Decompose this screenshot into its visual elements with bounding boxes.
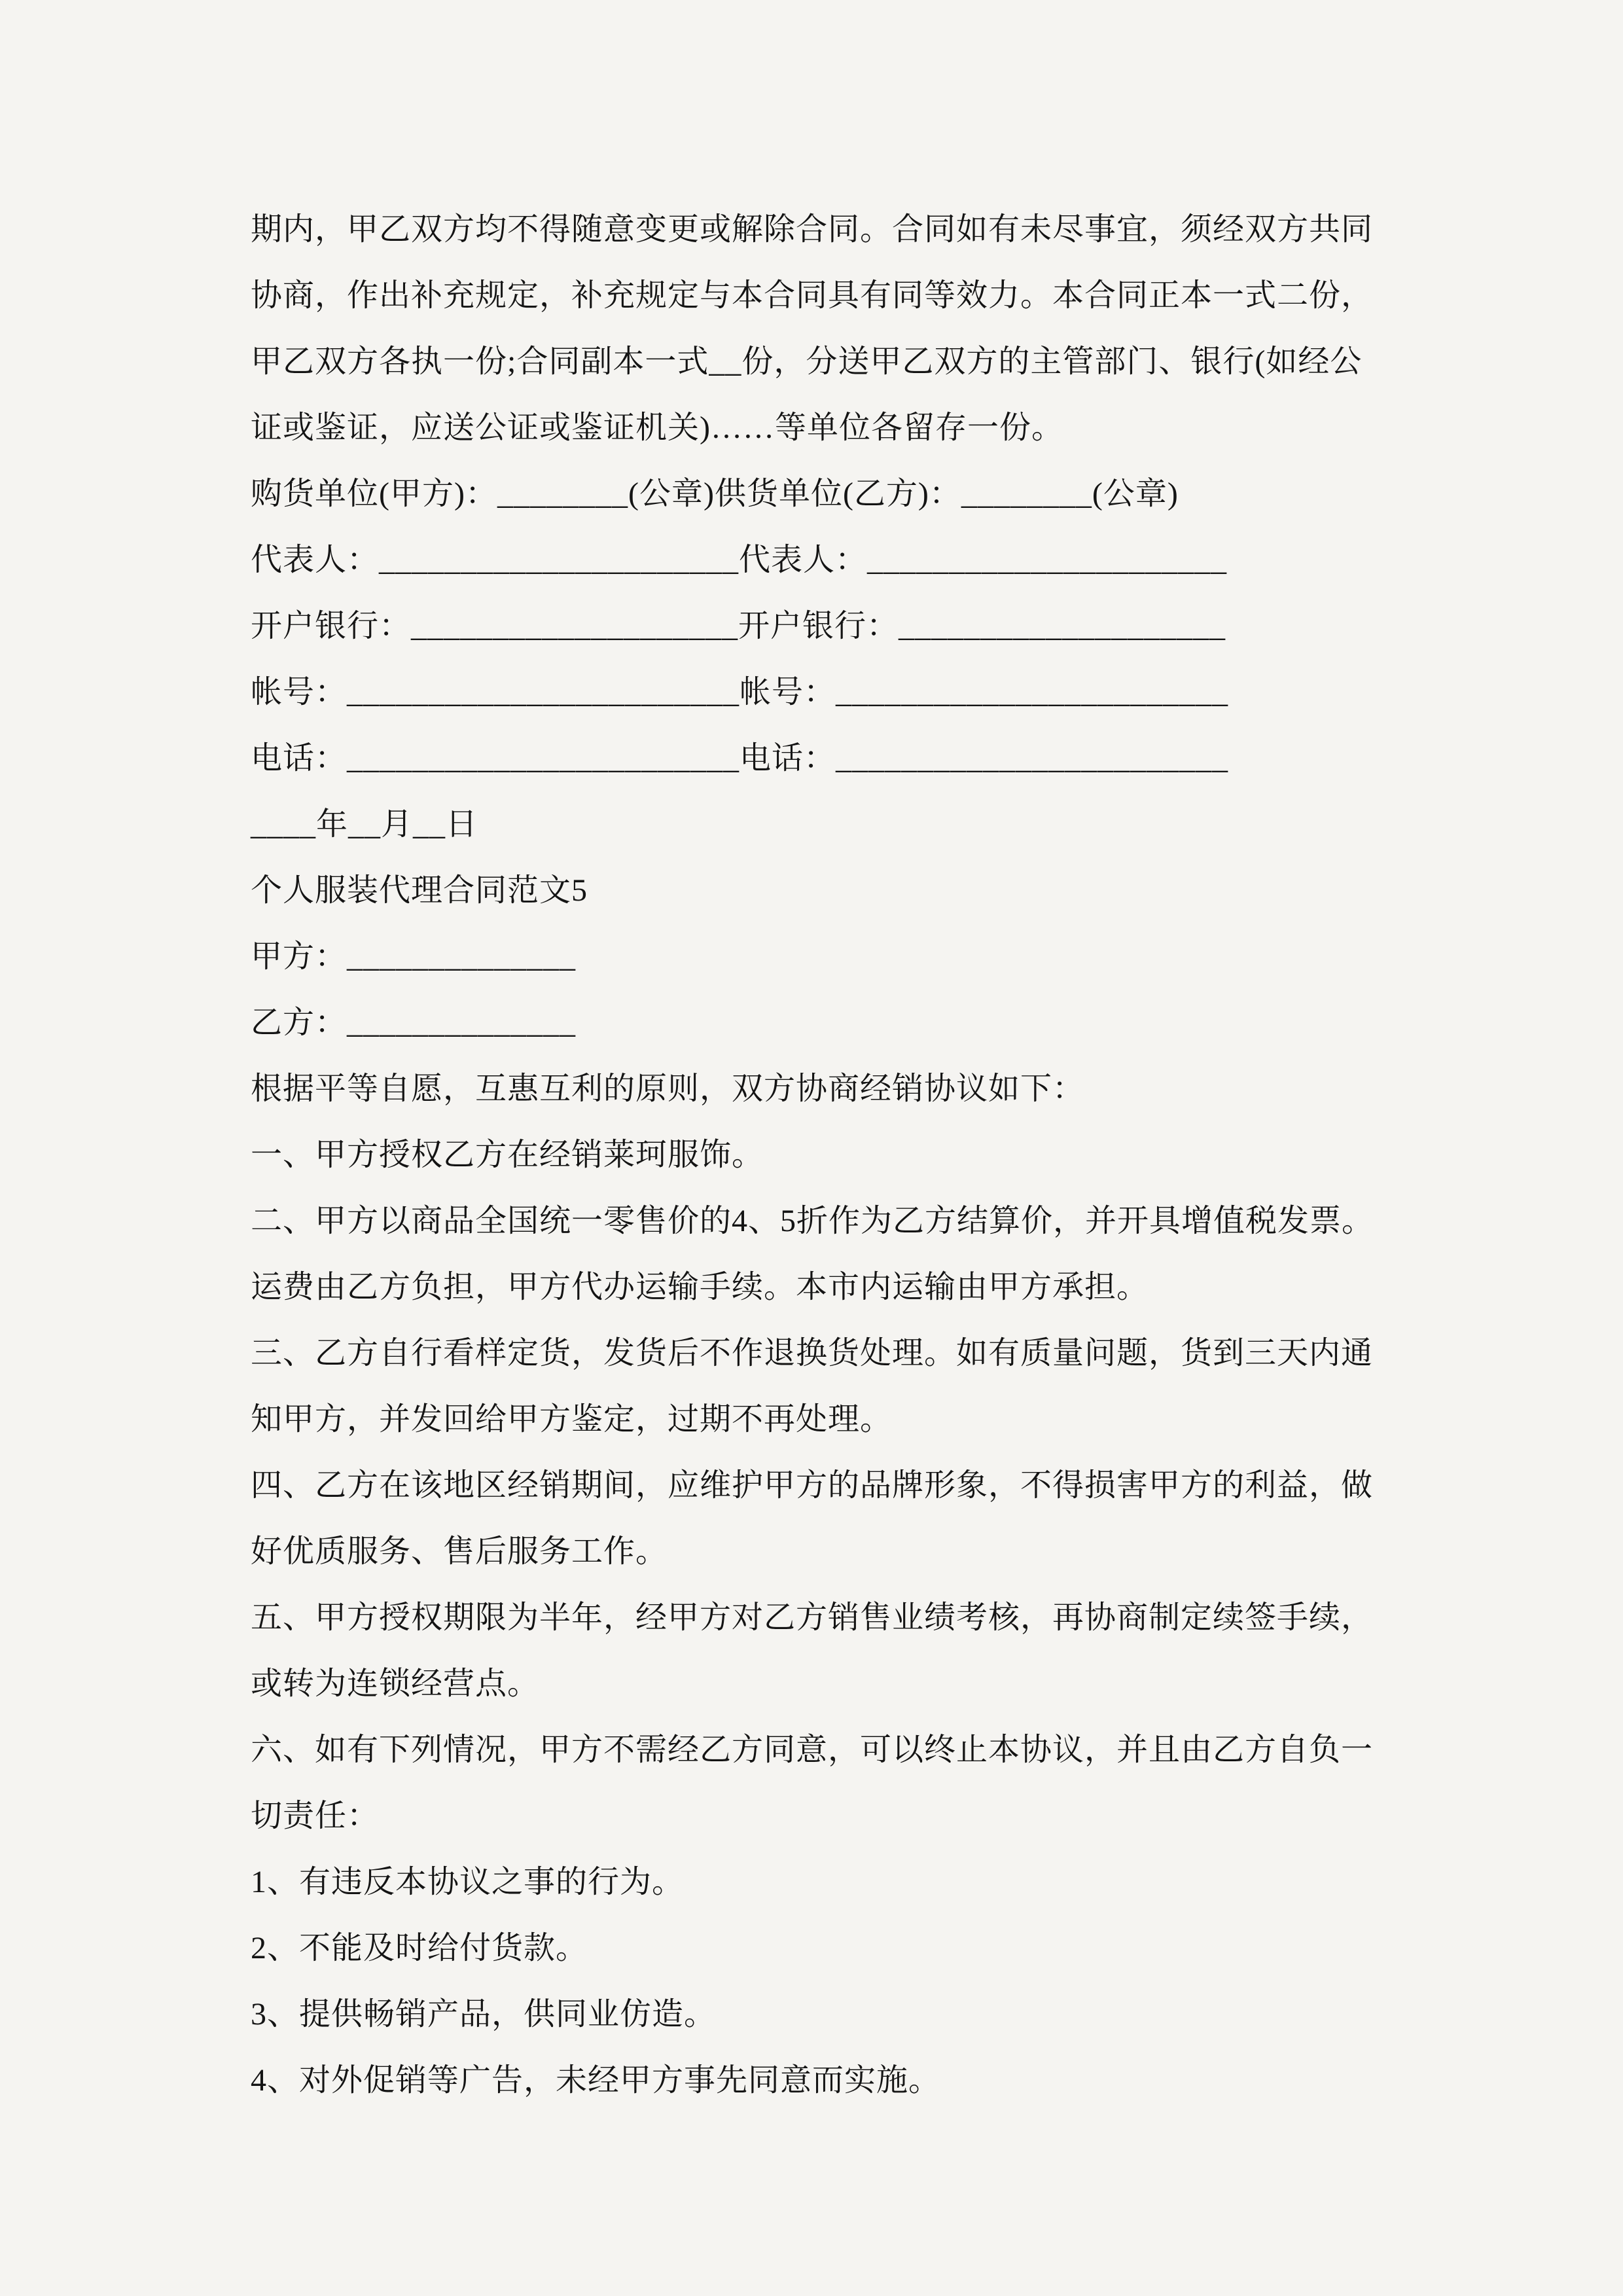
item-4-line: 4、对外促销等广告，未经甲方事先同意而实施。 xyxy=(251,2063,941,2098)
item-1-line: 1、有违反本协议之事的行为。 xyxy=(251,1865,685,1899)
item-2-line: 2、不能及时给付货款。 xyxy=(251,1931,588,1965)
clause-3-line-2: 知甲方，并发回给甲方鉴定，过期不再处理。 xyxy=(251,1402,893,1437)
clause-continuation-line-2: 协商，作出补充规定，补充规定与本合同具有同等效力。本合同正本一式二份， xyxy=(251,278,1374,313)
clause-3-line-1: 三、乙方自行看样定货，发货后不作退换货处理。如有质量问题，货到三天内通 xyxy=(251,1336,1374,1371)
clause-4-line-2: 好优质服务、售后服务工作。 xyxy=(251,1534,668,1569)
buyer-supplier-seal-line: 购货单位(甲方)：________(公章)供货单位(乙方)：________(公章) xyxy=(251,476,1179,511)
section-title: 个人服装代理合同范文5 xyxy=(251,873,588,908)
contract-text-block xyxy=(251,196,1414,2113)
clause-continuation-line-3: 甲乙双方各执一份;合同副本一式__份，分送甲乙双方的主管部门、银行(如经公 xyxy=(251,344,1363,379)
clause-5-line-1: 五、甲方授权期限为半年，经甲方对乙方销售业绩考核，再协商制定续签手续， xyxy=(251,1600,1374,1635)
clause-6-line-1: 六、如有下列情况，甲方不需经乙方同意，可以终止本协议，并且由乙方自负一 xyxy=(251,1732,1374,1767)
clause-continuation-line-1: 期内，甲乙双方均不得随意变更或解除合同。合同如有未尽事宜，须经双方共同 xyxy=(251,212,1374,247)
clause-continuation-line-4: 证或鉴证，应送公证或鉴证机关)……等单位各留存一份。 xyxy=(251,410,1063,445)
clause-2-line-2: 运费由乙方负担，甲方代办运输手续。本市内运输由甲方承担。 xyxy=(251,1270,1149,1304)
clause-6-line-2: 切责任： xyxy=(251,1799,380,1833)
account-number-line: 帐号：________________________帐号：________________________ xyxy=(251,675,1229,709)
opening-bank-line: 开户银行：____________________开户银行：____________________ xyxy=(251,609,1226,643)
clause-2-line-1: 二、甲方以商品全国统一零售价的4、5折作为乙方结算价，并开具增值税发票。 xyxy=(251,1204,1374,1238)
clause-4-line-1: 四、乙方在该地区经销期间，应维护甲方的品牌形象，不得损害甲方的利益，做 xyxy=(251,1468,1374,1503)
party-b-line: 乙方：______________ xyxy=(251,1005,577,1040)
representatives-line: 代表人：______________________代表人：______________________ xyxy=(251,543,1228,577)
date-line: ____年__月__日 xyxy=(251,807,478,842)
clause-5-line-2: 或转为连锁经营点。 xyxy=(251,1666,540,1701)
agreement-preamble-line: 根据平等自愿，互惠互利的原则，双方协商经销协议如下： xyxy=(251,1071,1085,1106)
phone-line: 电话：________________________电话：________________________ xyxy=(251,741,1229,776)
party-a-line: 甲方：______________ xyxy=(251,939,577,974)
item-3-line: 3、提供畅销产品，供同业仿造。 xyxy=(251,1997,717,2032)
clause-1-line: 一、甲方授权乙方在经销莱珂服饰。 xyxy=(251,1138,764,1172)
